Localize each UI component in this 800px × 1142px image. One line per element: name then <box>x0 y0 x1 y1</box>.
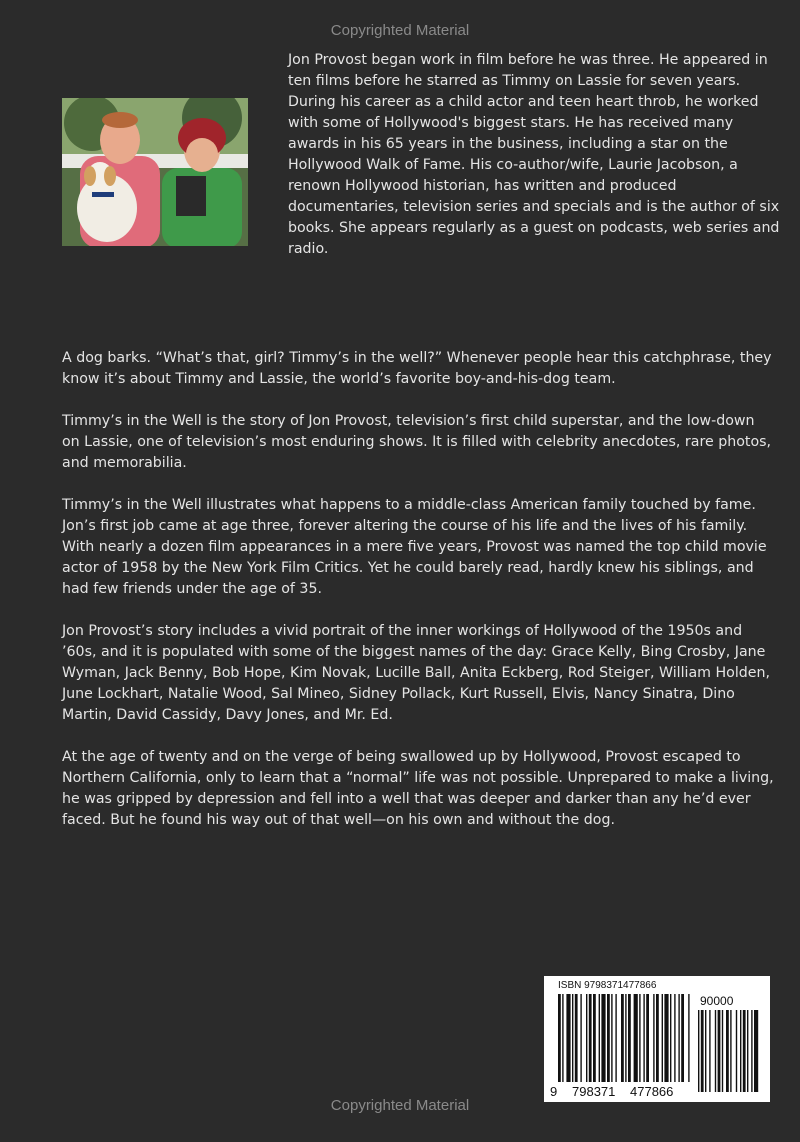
barcode-lead-digit: 9 <box>550 1084 558 1099</box>
description-paragraph: Timmy’s in the Well is the story of Jon Provost, television’s first child superstar, and the low-down on Lassie, one of television’s most enduring shows. It is filled with celebrity anecdotes, rare photos, and memorabilia. <box>62 413 772 471</box>
author-bio <box>288 50 788 260</box>
author-photo <box>62 98 248 246</box>
description-paragraph: At the age of twenty and on the verge of being swallowed up by Hollywood, Provost escaped to Northern California, only to learn that a “normal” life was not possible. Unprepared to make a living, he was gripped by depression and fell into a well that was deeper and darker than any he’d ever faced. But he found his way out of that well—on his own and without the dog. <box>62 749 774 828</box>
book-description <box>62 348 774 852</box>
barcode-left-digits: 798371 <box>572 1084 616 1099</box>
description-paragraph: Jon Provost’s story includes a vivid portrait of the inner workings of Hollywood of the 1950s and ’60s, and it is populated with some of the biggest names of the day: Grace Kelly, Bing Crosby, Jane Wyman, Jack Benny, Bob Hope, Kim Novak, Lucille Ball, Anita Eckberg, Rod Steiger, William Holden, June Lockhart, Natalie Wood, Sal Mineo, Sidney Pollack, Kurt Russell, Elvis, Nancy Sinatra, Dino Martin, David Cassidy, Davy Jones, and Mr. Ed. <box>62 623 771 723</box>
isbn-barcode <box>544 976 770 1102</box>
copyright-watermark-top: Copyrighted Material <box>330 22 470 39</box>
barcode-addon-number: 90000 <box>700 994 734 1008</box>
author-bio-text: Jon Provost began work in film before he was three. He appeared in ten films before he starred as Timmy on Lassie for seven years. During his career as a child actor and teen heart throb, he worked with some of Hollywood's biggest stars. He has received many awards in his 65 years in the business, including a star on the Hollywood Walk of Fame. His co-author/wife, Laurie Jacobson, a renown Hollywood historian, has written and produced documentaries, television series and specials and is the author of six books. She appears regularly as a guest on podcasts, web series and radio. <box>288 52 780 257</box>
barcode-right-digits: 477866 <box>630 1084 674 1099</box>
isbn-label: ISBN 9798371477866 <box>558 980 657 991</box>
description-paragraph: Timmy’s in the Well illustrates what happens to a middle-class American family touched by fame. Jon’s first job came at age three, forever altering the course of his life and the lives of his family. With nearly a dozen film appearances in a mere five years, Provost was named the top child movie actor of 1958 by the New York Film Critics. Yet he could barely read, hardly knew his siblings, and had few friends under the age of 35. <box>62 497 767 597</box>
description-paragraph: A dog barks. “What’s that, girl? Timmy’s in the well?” Whenever people hear this catchphrase, they know it’s about Timmy and Lassie, the world’s favorite boy-and-his-dog team. <box>62 350 772 387</box>
copyright-watermark-bottom: Copyrighted Material <box>330 1097 470 1114</box>
